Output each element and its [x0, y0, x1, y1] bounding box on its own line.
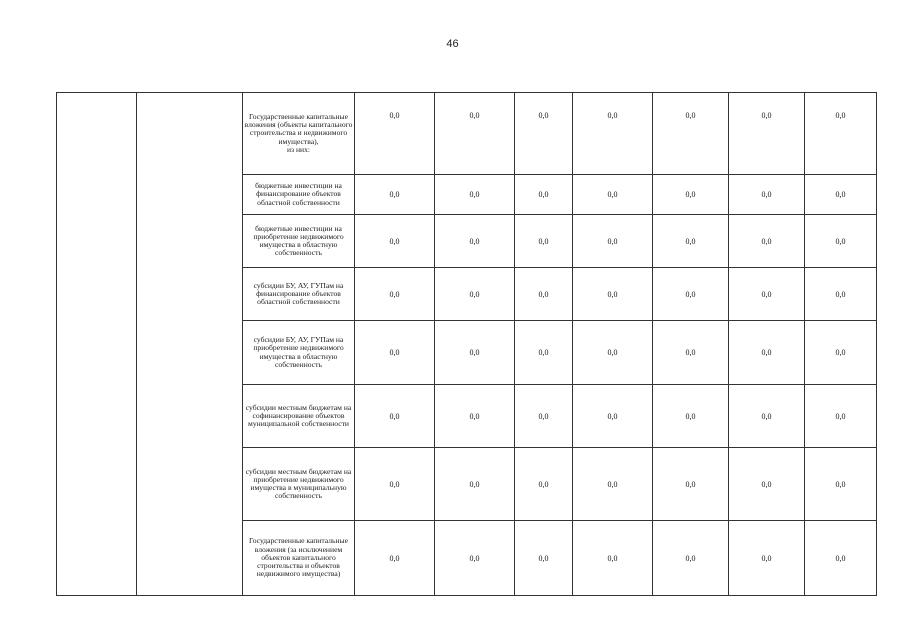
value-cell: 0,0	[355, 321, 435, 385]
value-cell: 0,0	[573, 93, 653, 175]
value-cell: 0,0	[515, 215, 573, 268]
value-cell: 0,0	[805, 175, 877, 215]
value-cell: 0,0	[435, 93, 515, 175]
value-cell: 0,0	[805, 448, 877, 521]
row-description: бюджетные инвестиции на приобретение недвижимого имущества в областную собственность	[243, 215, 355, 268]
value-cell: 0,0	[573, 385, 653, 448]
blank-column-1	[57, 93, 137, 596]
table-row	[57, 93, 877, 175]
value-cell: 0,0	[355, 93, 435, 175]
value-cell: 0,0	[729, 321, 805, 385]
value-cell: 0,0	[435, 521, 515, 596]
value-cell: 0,0	[653, 175, 729, 215]
value-cell: 0,0	[573, 521, 653, 596]
row-description: Государственные капитальные вложения (за исключением объектов капитального строительства и объектов недвижимого имущества)	[243, 521, 355, 596]
value-cell: 0,0	[435, 448, 515, 521]
row-description: бюджетные инвестиции на финансирование объектов областной собственности	[243, 175, 355, 215]
row-note: из них:	[287, 144, 310, 154]
value-cell: 0,0	[573, 448, 653, 521]
page-number: 46	[446, 38, 459, 50]
row-description: субсидии БУ, АУ, ГУПам на приобретение недвижимого имущества в областную собственность	[243, 321, 355, 385]
value-cell: 0,0	[729, 175, 805, 215]
value-cell: 0,0	[435, 175, 515, 215]
blank-column-2	[137, 93, 243, 596]
value-cell: 0,0	[355, 215, 435, 268]
value-cell: 0,0	[355, 448, 435, 521]
value-cell: 0,0	[573, 321, 653, 385]
value-cell: 0,0	[435, 385, 515, 448]
value-cell: 0,0	[805, 268, 877, 321]
value-cell: 0,0	[515, 521, 573, 596]
value-cell: 0,0	[573, 175, 653, 215]
value-cell: 0,0	[355, 268, 435, 321]
budget-table	[56, 92, 877, 596]
row-description: субсидии местным бюджетам на приобретение недвижимого имущества в муниципальную собственность	[243, 448, 355, 521]
value-cell: 0,0	[515, 321, 573, 385]
value-cell: 0,0	[729, 385, 805, 448]
value-cell: 0,0	[435, 321, 515, 385]
value-cell: 0,0	[355, 175, 435, 215]
value-cell: 0,0	[653, 521, 729, 596]
value-cell: 0,0	[515, 175, 573, 215]
value-cell: 0,0	[515, 448, 573, 521]
value-cell: 0,0	[729, 215, 805, 268]
value-cell: 0,0	[653, 215, 729, 268]
value-cell: 0,0	[729, 448, 805, 521]
value-cell: 0,0	[805, 385, 877, 448]
value-cell: 0,0	[805, 215, 877, 268]
value-cell: 0,0	[355, 385, 435, 448]
value-cell: 0,0	[435, 268, 515, 321]
value-cell: 0,0	[653, 93, 729, 175]
value-cell: 0,0	[653, 448, 729, 521]
value-cell: 0,0	[515, 385, 573, 448]
value-cell: 0,0	[805, 93, 877, 175]
value-cell: 0,0	[729, 93, 805, 175]
value-cell: 0,0	[355, 521, 435, 596]
value-cell: 0,0	[653, 385, 729, 448]
value-cell: 0,0	[729, 268, 805, 321]
row-description-text: Государственные капитальные вложения (объекты капитального строительства и недвижимого имущества),	[244, 111, 353, 146]
value-cell: 0,0	[573, 268, 653, 321]
row-description: субсидии БУ, АУ, ГУПам на финансирование объектов областной собственности	[243, 268, 355, 321]
value-cell: 0,0	[653, 321, 729, 385]
row-description	[243, 93, 355, 175]
value-cell: 0,0	[435, 215, 515, 268]
row-description: субсидии местным бюджетам на софинансирование объектов муниципальной собственности	[243, 385, 355, 448]
value-cell: 0,0	[805, 321, 877, 385]
value-cell: 0,0	[729, 521, 805, 596]
value-cell: 0,0	[573, 215, 653, 268]
value-cell: 0,0	[515, 93, 573, 175]
value-cell: 0,0	[515, 268, 573, 321]
value-cell: 0,0	[653, 268, 729, 321]
value-cell: 0,0	[805, 521, 877, 596]
